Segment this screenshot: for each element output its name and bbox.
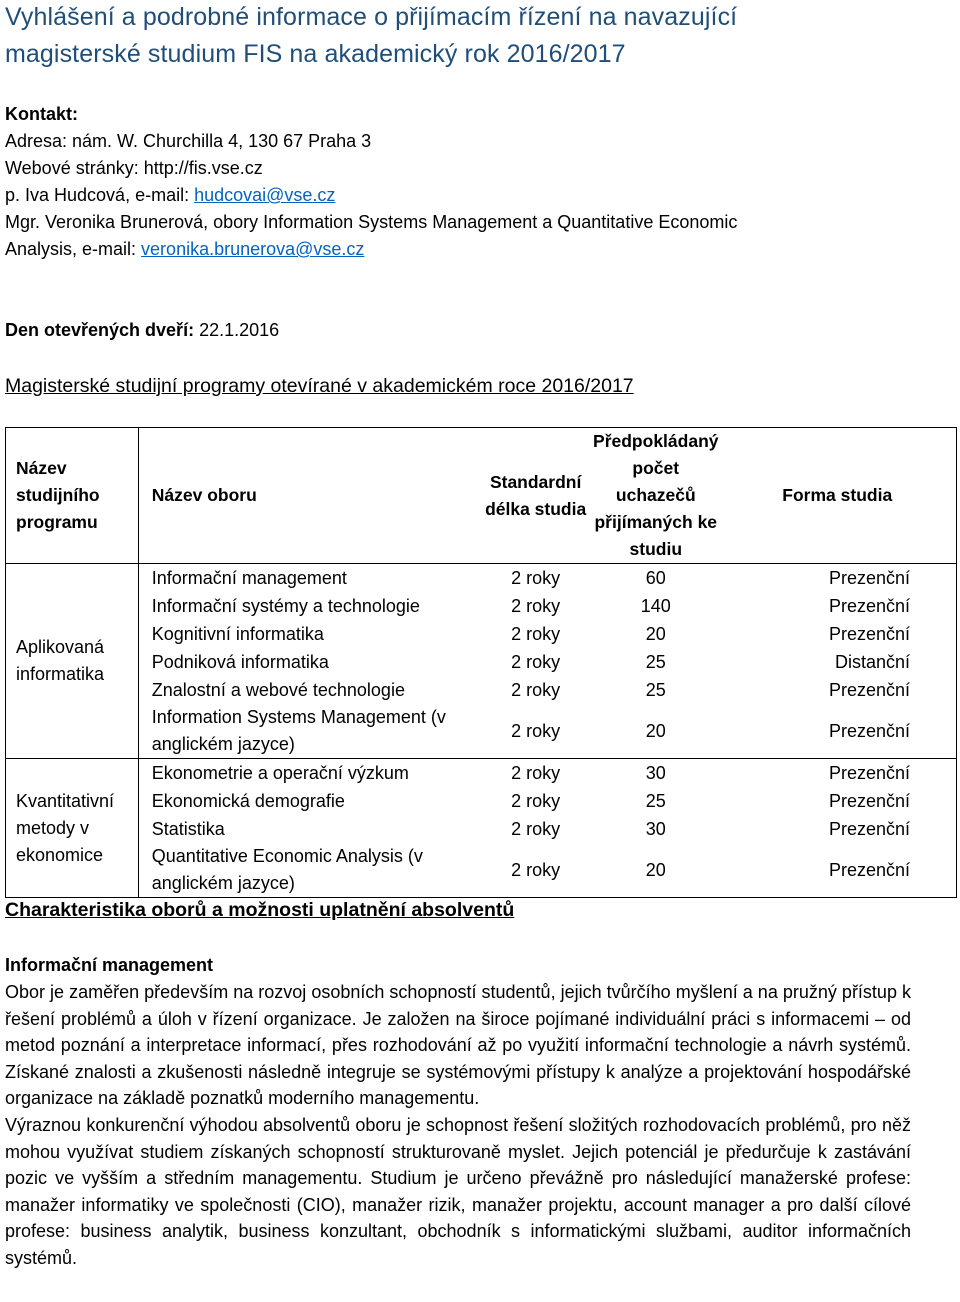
applicant-count: 25	[645, 790, 666, 811]
field-name: Statistika	[151, 818, 225, 839]
contact-block	[5, 101, 371, 182]
field-name: Informační management	[151, 567, 347, 588]
contact-person-2-email	[5, 236, 737, 263]
table-row	[6, 704, 957, 759]
field-name: Information Systems Management (v anglickém jazyce)	[138, 704, 478, 759]
field-name: Ekonomická demografie	[151, 790, 345, 811]
section-informacni-management	[5, 952, 911, 1272]
program-name: Kvantitativní metody v ekonomice	[6, 759, 139, 898]
section-paragraph-2: Výraznou konkurenční výhodou absolventů oboru je schopnost řešení složitých rozhodovacích problémů, pro něž mohou využívat studiem získaných schopností strukturovaně myslet. Jejich potenciál je předurčuje k zastávání pozic ve vyšším a středním managementu. Studium je určeno převážně pro následující manažerské profese: manažer informatiky ve společnosti (CIO), manažer rizik, manažer projektu, account manager a pro další cílové profese: business analytik, business konzultant, obchodník s informatickými službami, auditor informačních systémů.	[5, 1114, 911, 1268]
study-form: Prezenční	[828, 595, 910, 616]
open-day-label: Den otevřených dveří:	[5, 320, 195, 340]
table-row	[6, 648, 957, 676]
field-name: Quantitative Economic Analysis (v anglickém jazyce)	[151, 846, 423, 893]
person-2-email-link[interactable]: veronika.brunerova@vse.cz	[141, 239, 365, 259]
study-length: 2 roky	[478, 704, 593, 759]
open-day-date: 22.1.2016	[194, 320, 280, 340]
field-name: Kognitivní informatika	[151, 623, 324, 644]
table-row	[6, 843, 957, 898]
field-name: Informační systémy a technologie	[151, 595, 420, 616]
header-form: Forma studia	[719, 428, 957, 564]
applicant-count: 60	[645, 567, 666, 588]
characteristics-heading: Charakteristika oborů a možnosti uplatnění absolventů	[5, 899, 515, 921]
study-form: Prezenční	[828, 762, 910, 783]
table-row	[6, 787, 957, 815]
header-length: Standardní délka studia	[478, 428, 593, 564]
study-form: Prezenční	[828, 859, 910, 880]
applicant-count: 30	[645, 818, 666, 839]
contact-person-2: Mgr. Veronika Brunerová, obory Information Systems Management a Quantitative Economic	[5, 212, 738, 232]
study-length: 2 roky	[511, 762, 561, 783]
study-form: Distanční	[834, 651, 910, 672]
contact-heading: Kontakt:	[5, 104, 78, 124]
programs-table	[5, 427, 957, 898]
contact-person-1	[5, 182, 737, 209]
study-form: Prezenční	[828, 623, 910, 644]
title-line-2: magisterské studium FIS na akademický rok 2016/2017	[5, 40, 626, 68]
page-title	[5, 0, 737, 73]
study-length: 2 roky	[511, 859, 561, 880]
study-form: Prezenční	[828, 679, 910, 700]
applicant-count: 20	[645, 623, 666, 644]
study-length: 2 roky	[511, 623, 561, 644]
field-name: Ekonometrie a operační výzkum	[151, 762, 409, 783]
study-length: 2 roky	[511, 567, 561, 588]
study-form: Prezenční	[828, 567, 910, 588]
study-length: 2 roky	[511, 679, 561, 700]
title-line-1: Vyhlášení a podrobné informace o přijímacím řízení na navazující	[5, 3, 738, 31]
table-header-row	[6, 428, 957, 564]
study-form: Prezenční	[828, 818, 910, 839]
study-length: 2 roky	[511, 651, 561, 672]
study-length: 2 roky	[511, 595, 561, 616]
field-name: Podniková informatika	[151, 651, 329, 672]
applicant-count: 25	[645, 679, 666, 700]
person-1-label: p. Iva Hudcová, e-mail:	[5, 185, 195, 205]
applicant-count: 20	[593, 704, 718, 759]
section-title: Informační management	[5, 955, 214, 975]
header-field: Název oboru	[138, 428, 478, 564]
applicant-count: 30	[645, 762, 666, 783]
table-row	[6, 592, 957, 620]
study-form: Prezenční	[719, 704, 957, 759]
header-program: Název studijního programu	[6, 428, 139, 564]
contact-web: Webové stránky: http://fis.vse.cz	[5, 158, 263, 178]
table-row	[6, 676, 957, 704]
study-length: 2 roky	[511, 818, 561, 839]
applicant-count: 20	[645, 859, 666, 880]
table-row	[6, 620, 957, 648]
program-name: Aplikovaná informatika	[6, 564, 139, 759]
study-form: Prezenční	[828, 790, 910, 811]
person-1-email-link[interactable]: hudcovai@vse.cz	[194, 185, 336, 205]
section-paragraph-1: Obor je zaměřen především na rozvoj osobních schopností studentů, jejich tvůrčího myšlení a na pružný přístup k řešení problémů a úloh v řízení organizace. Je založen na široce pojímané individuální práci s informacemi – od metod poznání a interpretace informací, přes rozhodování až po využití informační technologie a návrh systémů. Získané znalosti a zkušenosti následně integruje se systémovými přístupy k analýze a projektování hospodářské organizace na základě poznatků moderního managementu.	[5, 982, 911, 1109]
person-2-label: Analysis, e-mail:	[5, 239, 142, 259]
table-row	[6, 815, 957, 843]
open-day	[5, 317, 279, 344]
applicant-count: 140	[640, 595, 671, 616]
contact-persons	[5, 182, 737, 263]
contact-address: Adresa: nám. W. Churchilla 4, 130 67 Praha 3	[5, 131, 372, 151]
programs-heading: Magisterské studijní programy otevírané v akademickém roce 2016/2017	[5, 375, 634, 397]
table-row	[6, 759, 957, 788]
table-row	[6, 564, 957, 593]
header-count: Předpokládaný počet uchazečů přijímaných ke studiu	[593, 428, 718, 564]
field-name: Znalostní a webové technologie	[151, 679, 405, 700]
study-length: 2 roky	[511, 790, 561, 811]
applicant-count: 25	[645, 651, 666, 672]
